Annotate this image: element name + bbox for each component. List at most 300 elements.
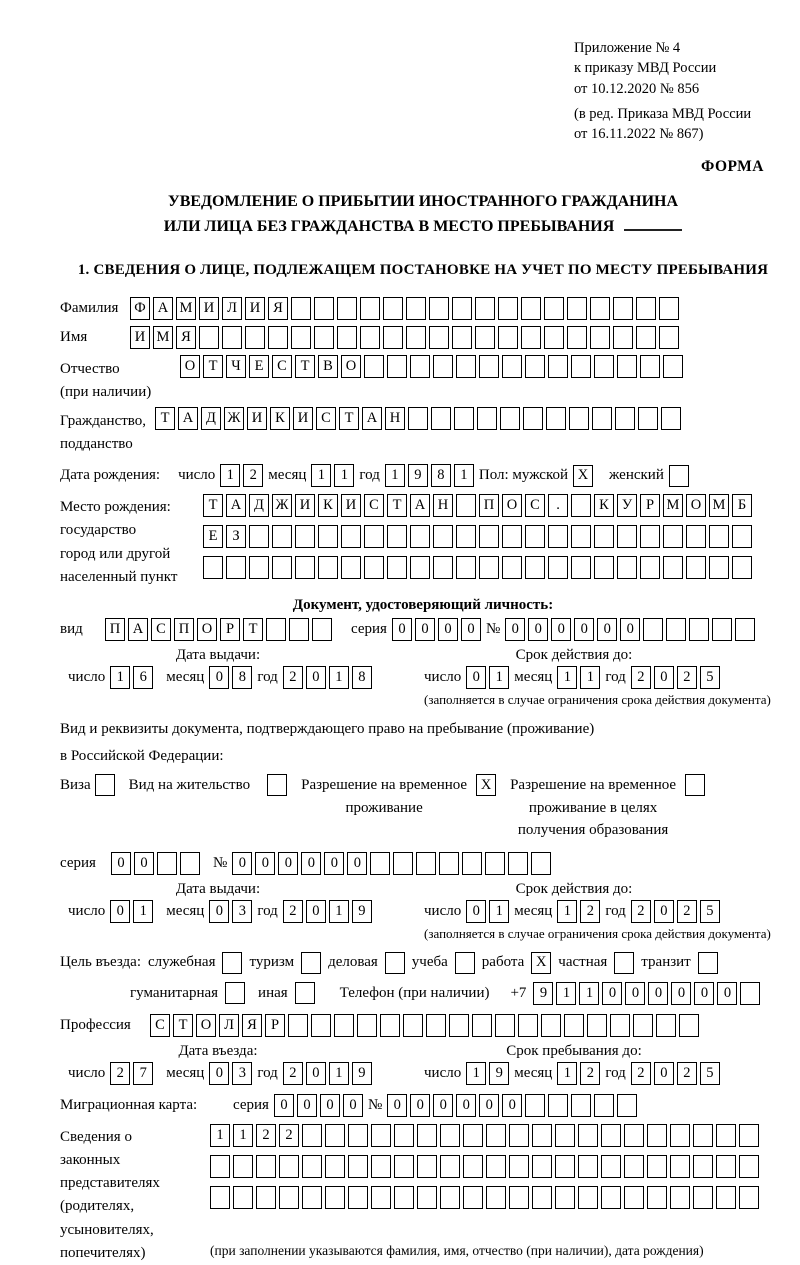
char-cell <box>318 525 338 548</box>
char-cell <box>486 1186 506 1209</box>
profession-label: Профессия <box>60 1016 131 1033</box>
issue-month-cells <box>209 666 252 689</box>
char-cell <box>739 1186 759 1209</box>
char-cell <box>633 1014 653 1037</box>
char-cell <box>663 556 683 579</box>
char-cell <box>624 1155 644 1178</box>
char-cell <box>486 1155 506 1178</box>
valid-month-cells <box>557 666 600 689</box>
char-cell <box>636 326 656 349</box>
char-cell <box>429 297 449 320</box>
char-cell: О <box>341 355 361 378</box>
char-cell: 1 <box>454 464 474 487</box>
char-cell <box>712 618 732 641</box>
char-cell <box>256 1186 276 1209</box>
char-cell <box>532 1186 552 1209</box>
char-cell: А <box>226 494 246 517</box>
char-cell: 2 <box>677 900 697 923</box>
field-citizenship <box>60 407 786 457</box>
stay-issue-date-block: Дата выдачи: число 0 1 месяц 0 3 год 2 0 1 9 <box>60 881 420 942</box>
purpose-row-2: гуманитарная иная Телефон (при наличии) +7 9 1 1 0 0 0 0 0 0 <box>60 982 786 1005</box>
char-cell: Н <box>385 407 405 430</box>
stay-valid-date-block: Срок действия до: число 0 1 месяц 1 2 год 2 0 2 5 (заполняется в случае ограничения срока действия документа) <box>420 881 786 942</box>
char-cell: 2 <box>631 666 651 689</box>
char-cell <box>569 407 589 430</box>
char-cell: В <box>318 355 338 378</box>
char-cell: 1 <box>556 982 576 1005</box>
char-cell: 0 <box>343 1094 363 1117</box>
stay-issue-month-cells <box>209 900 252 923</box>
purpose-humanitarian-checkbox <box>225 982 245 1004</box>
char-cell: 2 <box>110 1062 130 1085</box>
char-cell <box>364 355 384 378</box>
char-cell <box>666 618 686 641</box>
char-cell <box>495 1014 515 1037</box>
field-profession <box>60 1014 786 1037</box>
char-cell <box>532 1124 552 1147</box>
char-cell <box>180 852 200 875</box>
form-label: ФОРМА <box>700 158 764 176</box>
birth-place-row3 <box>203 556 752 579</box>
char-cell: Т <box>173 1014 193 1037</box>
field-representatives <box>60 1124 786 1265</box>
char-cell <box>348 1155 368 1178</box>
char-cell: Т <box>339 407 359 430</box>
char-cell <box>518 1014 538 1037</box>
char-cell: И <box>247 407 267 430</box>
identity-doc-row <box>60 618 786 641</box>
char-cell: С <box>525 494 545 517</box>
char-cell: 2 <box>256 1124 276 1147</box>
char-cell <box>567 297 587 320</box>
phone-cells <box>533 982 760 1005</box>
sex-male-label: Пол: мужской <box>478 467 569 484</box>
char-cell: М <box>176 297 196 320</box>
char-cell: И <box>341 494 361 517</box>
char-cell <box>525 556 545 579</box>
representatives-row1 <box>210 1124 759 1147</box>
char-cell: 1 <box>489 666 509 689</box>
char-cell: А <box>128 618 148 641</box>
char-cell: 2 <box>243 464 263 487</box>
char-cell: М <box>663 494 683 517</box>
char-cell <box>314 297 334 320</box>
char-cell <box>410 355 430 378</box>
char-cell <box>387 525 407 548</box>
char-cell <box>337 297 357 320</box>
char-cell <box>640 556 660 579</box>
char-cell <box>647 1155 667 1178</box>
char-cell <box>364 556 384 579</box>
char-cell: 0 <box>648 982 668 1005</box>
issue-date-block: Дата выдачи: число 1 6 месяц 0 8 год 2 0 1 8 <box>60 647 420 708</box>
char-cell: 0 <box>324 852 344 875</box>
char-cell: 1 <box>557 1062 577 1085</box>
char-cell <box>302 1186 322 1209</box>
char-cell <box>279 1186 299 1209</box>
char-cell <box>716 1155 736 1178</box>
char-cell <box>440 1124 460 1147</box>
representatives-row3 <box>210 1186 759 1209</box>
issue-year-cells <box>283 666 372 689</box>
char-cell <box>541 1014 561 1037</box>
title-line-1: УВЕДОМЛЕНИЕ О ПРИБЫТИИ ИНОСТРАННОГО ГРАЖДАНИНА <box>167 193 679 211</box>
edition-line: (в ред. Приказа МВД России <box>574 105 752 122</box>
char-cell <box>636 297 656 320</box>
char-cell <box>546 407 566 430</box>
entry-day-cells <box>110 1062 153 1085</box>
char-cell <box>364 525 384 548</box>
char-cell <box>590 297 610 320</box>
char-cell <box>578 1186 598 1209</box>
char-cell <box>571 494 591 517</box>
char-cell <box>463 1124 483 1147</box>
char-cell <box>312 618 332 641</box>
birth-place-row2 <box>203 525 752 548</box>
char-cell <box>647 1186 667 1209</box>
profession-cells <box>150 1014 699 1037</box>
migration-seriya-cells <box>274 1094 363 1117</box>
char-cell <box>617 556 637 579</box>
char-cell: А <box>362 407 382 430</box>
char-cell <box>670 1186 690 1209</box>
char-cell: 3 <box>232 900 252 923</box>
char-cell: Т <box>203 355 223 378</box>
char-cell <box>291 297 311 320</box>
surname-cells <box>130 297 679 320</box>
char-cell <box>417 1186 437 1209</box>
valid-date-heading: Срок действия до: <box>515 647 633 664</box>
vid-cells <box>105 618 332 641</box>
patronymic-cells <box>180 355 683 378</box>
char-cell: 0 <box>232 852 252 875</box>
sex-female-checkbox <box>669 465 689 487</box>
char-cell <box>601 1124 621 1147</box>
char-cell <box>426 1014 446 1037</box>
birth-place-rows <box>203 494 752 579</box>
char-cell <box>643 618 663 641</box>
char-cell: Я <box>176 326 196 349</box>
field-surname <box>60 297 786 320</box>
char-cell: 0 <box>134 852 154 875</box>
char-cell: Т <box>203 494 223 517</box>
char-cell <box>617 1094 637 1117</box>
char-cell <box>509 1186 529 1209</box>
char-cell: С <box>150 1014 170 1037</box>
char-cell: 0 <box>415 618 435 641</box>
char-cell <box>610 1014 630 1037</box>
field-birth-date <box>60 464 786 487</box>
char-cell <box>693 1155 713 1178</box>
purpose-study-checkbox <box>455 952 475 974</box>
migration-number-cells <box>387 1094 637 1117</box>
purpose-prefix: Цель въезда: <box>60 954 141 971</box>
char-cell <box>502 355 522 378</box>
representatives-label: Сведения о законных представителях (родителях, усыновителях, попечителях) <box>60 1128 160 1261</box>
char-cell: 0 <box>505 618 525 641</box>
char-cell: 5 <box>700 666 720 689</box>
char-cell: А <box>153 297 173 320</box>
char-cell: 1 <box>557 900 577 923</box>
validity-note: (заполняется в случае ограничения срока действия документа) <box>424 692 771 708</box>
birth-day-cells <box>220 464 263 487</box>
char-cell <box>500 407 520 430</box>
option-visa: Виза <box>60 774 115 797</box>
char-cell: 0 <box>574 618 594 641</box>
char-cell <box>571 1094 591 1117</box>
char-cell <box>479 355 499 378</box>
char-cell <box>475 326 495 349</box>
char-cell <box>406 297 426 320</box>
entry-date-block: Дата въезда: число 2 7 месяц 0 3 год 2 0 1 9 <box>60 1043 420 1085</box>
identity-doc-dates <box>60 647 786 708</box>
char-cell <box>268 326 288 349</box>
char-cell <box>509 1124 529 1147</box>
char-cell <box>578 1124 598 1147</box>
entry-year-cells <box>283 1062 372 1085</box>
char-cell: 0 <box>111 852 131 875</box>
entry-dates <box>60 1043 786 1085</box>
char-cell: 9 <box>352 1062 372 1085</box>
stay-seriya-cells <box>111 852 200 875</box>
migration-seriya-label: серия <box>233 1096 269 1113</box>
char-cell <box>295 525 315 548</box>
char-cell: 8 <box>431 464 451 487</box>
char-cell <box>394 1155 414 1178</box>
char-cell: 9 <box>489 1062 509 1085</box>
char-cell: 0 <box>625 982 645 1005</box>
char-cell: Б <box>732 494 752 517</box>
char-cell <box>479 556 499 579</box>
valid-day-cells <box>466 666 509 689</box>
char-cell: С <box>364 494 384 517</box>
char-cell <box>594 355 614 378</box>
valid-date-block: Срок действия до: число 0 1 месяц 1 1 год 2 0 2 5 (заполняется в случае ограничения срока действия документа) <box>420 647 786 708</box>
char-cell: 0 <box>466 666 486 689</box>
char-cell <box>679 1014 699 1037</box>
char-cell: 8 <box>352 666 372 689</box>
sex-female-label: женский <box>609 467 664 484</box>
char-cell <box>709 556 729 579</box>
char-cell: Я <box>268 297 288 320</box>
char-cell: 0 <box>433 1094 453 1117</box>
char-cell: Л <box>219 1014 239 1037</box>
char-cell <box>272 556 292 579</box>
char-cell <box>571 525 591 548</box>
char-cell <box>157 852 177 875</box>
char-cell <box>594 525 614 548</box>
char-cell: 0 <box>456 1094 476 1117</box>
identity-doc-heading: Документ, удостоверяющий личность: <box>292 597 554 614</box>
field-patronymic <box>60 355 786 405</box>
char-cell <box>387 556 407 579</box>
char-cell <box>601 1186 621 1209</box>
char-cell <box>477 407 497 430</box>
char-cell: Е <box>249 355 269 378</box>
char-cell <box>689 618 709 641</box>
birth-date-label: Дата рождения: <box>60 467 161 484</box>
stay-seriya-label: серия <box>60 854 96 871</box>
stay-valid-day-cells <box>466 900 509 923</box>
option-residence-permit: Вид на жительство <box>129 774 287 797</box>
char-cell <box>417 1155 437 1178</box>
char-cell <box>640 525 660 548</box>
char-cell <box>433 355 453 378</box>
stay-doc-intro: Вид и реквизиты документа, подтверждающего право на пребывание (проживание) в Российской Федерации: <box>60 721 595 765</box>
char-cell <box>314 326 334 349</box>
name-label: Имя <box>60 329 88 346</box>
char-cell <box>613 326 633 349</box>
stay-doc-number-row <box>60 852 786 875</box>
purpose-work-checkbox: X <box>531 952 551 974</box>
stay-doc-options <box>60 774 786 842</box>
char-cell <box>325 1186 345 1209</box>
char-cell: Р <box>265 1014 285 1037</box>
char-cell <box>525 525 545 548</box>
char-cell: 7 <box>133 1062 153 1085</box>
char-cell <box>233 1155 253 1178</box>
char-cell: 2 <box>631 900 651 923</box>
char-cell: 6 <box>133 666 153 689</box>
purpose-tourism-checkbox <box>301 952 321 974</box>
appendix-line: от 10.12.2020 № 856 <box>574 80 700 97</box>
char-cell <box>564 1014 584 1037</box>
char-cell <box>661 407 681 430</box>
char-cell <box>403 1014 423 1037</box>
char-cell <box>371 1155 391 1178</box>
char-cell: Д <box>249 494 269 517</box>
char-cell: 1 <box>385 464 405 487</box>
edition-line: от 16.11.2022 № 867) <box>574 126 704 143</box>
purpose-row-1: Цель въезда: служебная туризм деловая учеба работа X частная транзит <box>60 952 786 974</box>
char-cell <box>716 1186 736 1209</box>
char-cell: 1 <box>220 464 240 487</box>
char-cell <box>498 326 518 349</box>
section1-heading: 1. СВЕДЕНИЯ О ЛИЦЕ, ПОДЛЕЖАЩЕМ ПОСТАНОВКЕ НА УЧЕТ ПО МЕСТУ ПРЕБЫВАНИЯ <box>77 262 769 279</box>
char-cell <box>472 1014 492 1037</box>
char-cell: 2 <box>677 666 697 689</box>
char-cell <box>318 556 338 579</box>
char-cell <box>371 1124 391 1147</box>
number-cells <box>505 618 755 641</box>
appendix-reference <box>574 38 786 144</box>
char-cell <box>222 326 242 349</box>
migration-number-label: № <box>367 1096 383 1113</box>
char-cell: 0 <box>297 1094 317 1117</box>
char-cell <box>288 1014 308 1037</box>
char-cell: 0 <box>466 900 486 923</box>
char-cell <box>640 355 660 378</box>
char-cell <box>486 1124 506 1147</box>
char-cell <box>615 407 635 430</box>
char-cell <box>617 355 637 378</box>
char-cell: 0 <box>479 1094 499 1117</box>
char-cell <box>311 1014 331 1037</box>
char-cell <box>302 1155 322 1178</box>
representatives-row2 <box>210 1155 759 1178</box>
char-cell: 2 <box>283 900 303 923</box>
char-cell <box>578 1155 598 1178</box>
char-cell <box>410 556 430 579</box>
char-cell <box>334 1014 354 1037</box>
char-cell: И <box>245 297 265 320</box>
birth-place-row1 <box>203 494 752 517</box>
char-cell <box>383 326 403 349</box>
char-cell <box>555 1186 575 1209</box>
char-cell <box>525 355 545 378</box>
char-cell: Ф <box>130 297 150 320</box>
purpose-commercial-checkbox <box>385 952 405 974</box>
char-cell <box>732 525 752 548</box>
phone-label: Телефон (при наличии) <box>339 984 490 1001</box>
char-cell: 2 <box>580 900 600 923</box>
char-cell: 0 <box>602 982 622 1005</box>
char-cell <box>272 525 292 548</box>
field-birth-place <box>60 494 786 589</box>
char-cell: 2 <box>631 1062 651 1085</box>
char-cell: Л <box>222 297 242 320</box>
char-cell: 0 <box>671 982 691 1005</box>
char-cell <box>693 1124 713 1147</box>
char-cell: К <box>594 494 614 517</box>
representatives-note: (при заполнении указываются фамилия, имя, отчество (при наличии), дата рождения) <box>210 1242 704 1258</box>
birth-place-label: Место рождения: государство город или другой населенный пункт <box>60 499 178 585</box>
char-cell <box>394 1186 414 1209</box>
char-cell: И <box>199 297 219 320</box>
char-cell: 0 <box>654 900 674 923</box>
char-cell <box>555 1124 575 1147</box>
char-cell <box>439 852 459 875</box>
stay-until-month-cells <box>557 1062 600 1085</box>
char-cell <box>210 1186 230 1209</box>
char-cell: К <box>270 407 290 430</box>
char-cell: Ж <box>272 494 292 517</box>
char-cell <box>693 1186 713 1209</box>
char-cell <box>548 355 568 378</box>
stay-issue-year-cells <box>283 900 372 923</box>
char-cell: 1 <box>329 1062 349 1085</box>
month-label: месяц <box>268 467 307 484</box>
char-cell: 9 <box>533 982 553 1005</box>
number-label: № <box>485 621 501 638</box>
patronymic-label: Отчество (при наличии) <box>60 361 152 401</box>
char-cell <box>567 326 587 349</box>
appendix-line: к приказу МВД России <box>574 60 717 77</box>
char-cell <box>509 1155 529 1178</box>
char-cell <box>325 1124 345 1147</box>
char-cell: . <box>548 494 568 517</box>
char-cell: 0 <box>528 618 548 641</box>
char-cell <box>417 1124 437 1147</box>
char-cell: 0 <box>654 666 674 689</box>
char-cell <box>295 556 315 579</box>
char-cell: А <box>178 407 198 430</box>
char-cell <box>523 407 543 430</box>
char-cell <box>429 326 449 349</box>
day-label: число <box>178 467 216 484</box>
char-cell <box>454 407 474 430</box>
char-cell <box>408 407 428 430</box>
char-cell: Р <box>640 494 660 517</box>
char-cell: 1 <box>489 900 509 923</box>
char-cell <box>739 1155 759 1178</box>
char-cell: У <box>617 494 637 517</box>
valid-year-cells <box>631 666 720 689</box>
char-cell: Т <box>295 355 315 378</box>
char-cell: 2 <box>283 666 303 689</box>
char-cell <box>548 1094 568 1117</box>
char-cell <box>462 852 482 875</box>
